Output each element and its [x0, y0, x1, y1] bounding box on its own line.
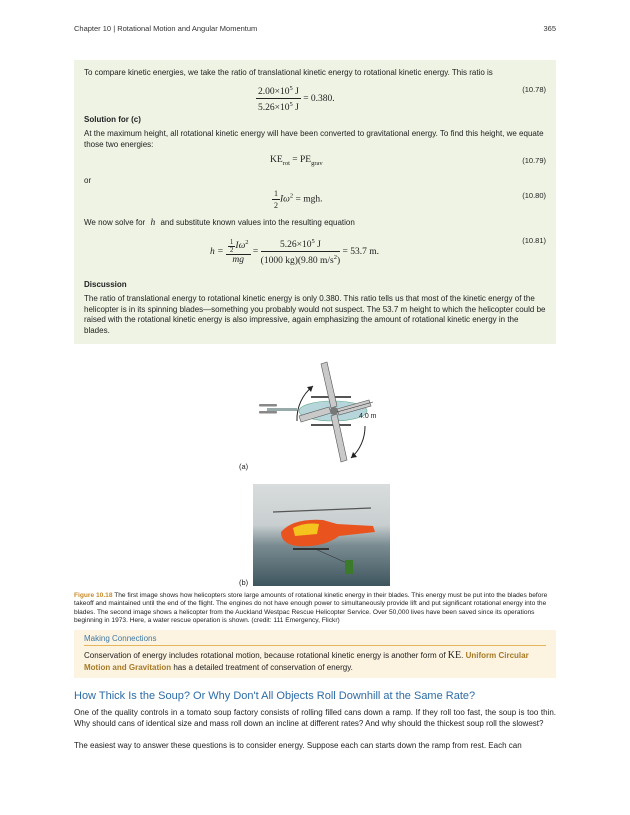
equation-number: (10.79) [522, 156, 546, 165]
figure-caption [74, 592, 556, 626]
connections-title: Making Connections [84, 634, 157, 643]
equation-number: (10.78) [522, 85, 546, 94]
section-paragraph-1: One of the quality controls in a tomato soup factory consists of rolling filled cans down a ramp. If they roll too fast, the soup is too thin. Why should cans of identical size and mass roll down an incline at different rates? And why should the thickest soup roll the slowest? [74, 708, 556, 728]
blade-length-label: 4.0 m [359, 413, 377, 420]
figure-id: Figure 10.18 [74, 592, 113, 599]
helicopter-diagram [245, 356, 415, 471]
page-number: 365 [543, 24, 556, 33]
making-connections-box [74, 630, 556, 678]
connections-text: Conservation of energy includes rotational motion, because rotational kinetic energy is another form of KE. Uniform Circular Motion and Gravitation has a detailed treatment of conservation of energy. [84, 650, 529, 672]
section-title: How Thick Is the Soup? Or Why Don't All Objects Roll Downhill at the Same Rate? [74, 690, 476, 702]
figure-label-b: (b) [239, 578, 249, 587]
ratio-result: = 0.380. [303, 93, 335, 104]
chapter-title: Chapter 10 | Rotational Motion and Angular Momentum [74, 24, 258, 33]
equation-number: (10.81) [522, 236, 546, 245]
example-box: To compare kinetic energies, we take the ratio of translational kinetic energy to rotational kinetic energy. This ratio is $\frac{2.00\times 10^5 J}{5.26\times 10^5 J}$ = 0.380. (10.78) Solution for (c) At the maximum height, all rotational kinetic energy will have been converted to gravitational energy. To find this height, we equate those two energies: $KE_{rot} = PE_{grav}$ (10.79) or $\frac{1}{2}$ $I\omega^2$ = mgh. (10.80) We now solve for h and substitute known values into the resulting equation h = $\frac{1}{2}$ $I\omega^2$ mg = $\frac{5.26\times 10^5 J}{(1000 kg)(9.80 m/s^2)}$ = 53.7 m. (10.81) Discussion The ratio of translational energy to rotational kinetic energy is only 0.380. This ratio tells us that most of the kinetic energy of the helicopter is in its spinning blades—something you probably would not suspect. The 53.7 m height to which the helicopter could be raised with the rotational kinetic energy is also impressive, again emphasizing the amount of rotational kinetic energy in the blades. [74, 60, 556, 344]
rescue-helicopter-photo [253, 484, 390, 586]
discussion-text: The ratio of translational energy to rotational kinetic energy is only 0.380. This ratio tells us that most of the kinetic energy of the helicopter is in its spinning blades—something you probably would not suspect. The 53.7 m height to which the helicopter could be raised with the rotational kinetic energy is also impressive, again emphasizing the amount of rotational kinetic energy in the blades. [84, 294, 546, 335]
caption-text: The first image shows how helicopters store large amounts of rotational kinetic energy in their blades. This energy must be put into the blades before takeoff and maintained until the end of the flight. The engines do not have enough power to simultaneously provide lift and put significant rotational energy into the blades. The second image shows a helicopter from the Auckland Westpac Rescue Helicopter Service. Over 50,000 lives have been saved since its operations beginning in 1973. Here, a water rescue operation is shown. (credit: 111 Emergency, Flickr) [74, 592, 548, 625]
example-intro: To compare kinetic energies, we take the ratio of translational kinetic energy to rotational kinetic energy. This ratio is [84, 68, 493, 77]
or-text: or [84, 176, 92, 185]
section-paragraph-2: The easiest way to answer these questions is to consider energy. Suppose each can starts down the ramp from rest. Each can [74, 741, 522, 750]
ratio-fraction: $\frac{2.00\times 10^5 J}{5.26\times 10^5 J}$ [258, 85, 299, 114]
equation-number: (10.80) [522, 191, 546, 200]
discussion-heading: Discussion [84, 280, 127, 289]
solution-text: At the maximum height, all rotational kinetic energy will have been converted to gravitational energy. To find this height, we equate those two energies: [84, 129, 544, 149]
solution-heading: Solution for (c) [84, 115, 141, 124]
uniform-circular-motion-link[interactable]: Uniform Circular Motion and Gravitation [84, 651, 529, 672]
connections-divider [84, 645, 546, 646]
figure-label-a: (a) [239, 462, 249, 471]
page-header [74, 24, 556, 33]
solve-text: We now solve for h and substitute known values into the resulting equation [84, 218, 355, 228]
